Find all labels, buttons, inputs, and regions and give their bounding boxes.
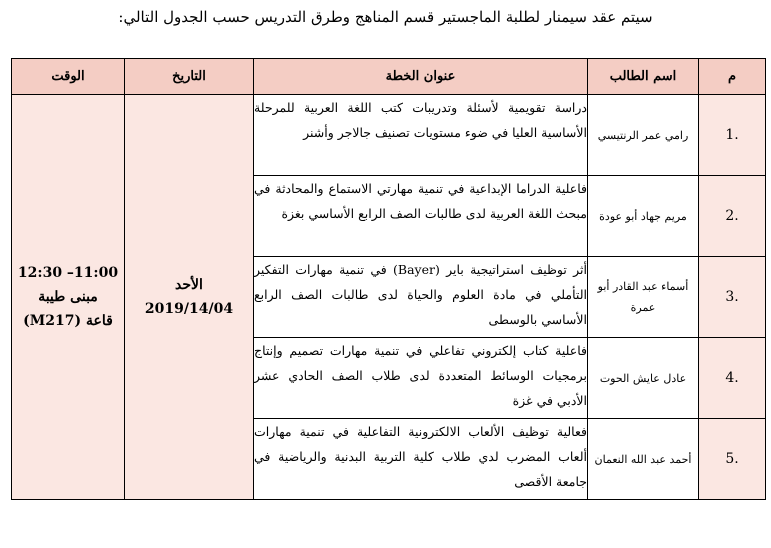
intro-text: سيتم عقد سيمنار لطلبة الماجستير قسم المناهج وطرق التدريس حسب الجدول التالي:	[118, 8, 653, 26]
time-building: مبنى طيبة	[38, 289, 98, 305]
time-cell	[12, 95, 125, 500]
plan-title: فاعلية كتاب إلكتروني تفاعلي في تنمية مهارات تصميم وإنتاج برمجيات الوسائط المتعددة لدى طلاب الصف الحادي عشر الأدبي في غزة	[254, 338, 588, 419]
time-room: قاعة (M217)	[23, 313, 113, 329]
row-number: 5.	[699, 419, 766, 500]
student-name: أسماء عبد القادر أبو عمرة	[588, 257, 699, 338]
student-name: مريم جهاد أبو عودة	[588, 176, 699, 257]
row-number: 3.	[699, 257, 766, 338]
row-number: 2.	[699, 176, 766, 257]
plan-title: فعالية توظيف الألعاب الالكترونية التفاعلية في تنمية مهارات ألعاب المضرب لدي طلاب كلية التربية البدنية والرياضية في جامعة الأقصى	[254, 419, 588, 500]
header-date: التاريخ	[125, 59, 254, 95]
student-name: رامي عمر الرنتيسي	[588, 95, 699, 176]
header-student: اسم الطالب	[588, 59, 699, 95]
header-number: م	[699, 59, 766, 95]
row-number: 4.	[699, 338, 766, 419]
date-value: 2019/14/04	[144, 301, 234, 317]
date-day: الأحد	[175, 277, 203, 293]
plan-title: فاعلية الدراما الإبداعية في تنمية مهارتي الاستماع والمحادثة في مبحث اللغة العربية لدى طالبات الصف الرابع الأساسي بغزة	[254, 176, 588, 257]
header-title: عنوان الخطة	[254, 59, 588, 95]
date-cell	[125, 95, 254, 500]
row-number: 1.	[699, 95, 766, 176]
seminar-schedule-table	[11, 58, 766, 500]
student-name: عادل عايش الحوت	[588, 338, 699, 419]
student-name: أحمد عبد الله النعمان	[588, 419, 699, 500]
header-time: الوقت	[12, 59, 125, 95]
plan-title: أثر توظيف استراتيجية باير (Bayer) في تنمية مهارات التفكير التأملي في مادة العلوم والحياة لدى طالبات الصف الرابع الأساسي بالوسطى	[254, 257, 588, 338]
table-row	[12, 95, 766, 176]
plan-title: دراسة تقويمية لأسئلة وتدريبات كتب اللغة العربية للمرحلة الأساسية العليا في ضوء مستويات تصنيف جالاجر وأشنر	[254, 95, 588, 176]
time-range: 12:30 –11:00	[17, 265, 119, 281]
table-header-row	[12, 59, 766, 95]
